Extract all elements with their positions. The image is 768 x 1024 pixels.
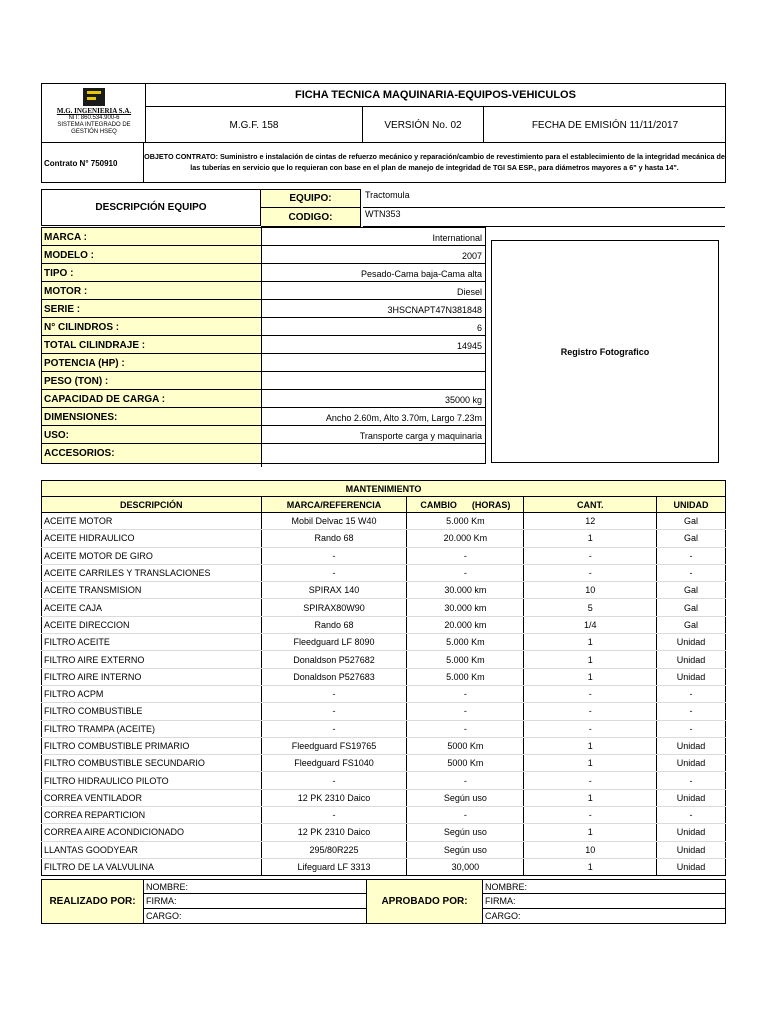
cell-marca: SPIRAX80W90 [261,599,407,616]
document-issue-date: FECHA DE EMISIÓN 11/11/2017 [531,119,679,131]
cell-descripcion: FILTRO COMBUSTIBLE SECUNDARIO [42,755,262,772]
cell-cambio: - [407,564,524,581]
spec-row-accesorios [41,443,486,464]
spec-label: USO: [44,430,69,441]
cell-unidad: Gal [657,530,726,547]
cell-descripcion: CORREA REPARTICION [42,807,262,824]
cell-descripcion: CORREA VENTILADOR [42,789,262,806]
company-name: M.G. INGENIERIA S.A. [56,107,132,115]
table-row [42,772,726,789]
spec-label: SERIE : [44,304,81,315]
cell-cambio: - [407,720,524,737]
cell-descripcion: FILTRO HIDRAULICO PILOTO [42,772,262,789]
equipment-section-label: DESCRIPCIÓN EQUIPO [41,189,261,226]
cell-cant: 1 [524,755,657,772]
realizado-nombre-field[interactable]: NOMBRE: [144,880,366,894]
cell-cant: - [524,685,657,702]
cell-cambio: Según uso [407,841,524,858]
spec-label: MOTOR : [44,286,88,297]
cell-unidad: Unidad [657,789,726,806]
cell-marca: Lifeguard LF 3313 [261,858,407,875]
spec-label: DIMENSIONES: [44,412,118,423]
realizado-firma-field[interactable]: FIRMA: [144,894,366,909]
realizado-cargo-field[interactable]: CARGO: [146,911,182,921]
cell-cant: - [524,772,657,789]
cell-unidad: Unidad [657,841,726,858]
codigo-value: WTN353 [363,209,725,227]
company-system: SISTEMA INTEGRADO DE GESTIÓN HSEQ [57,122,131,135]
table-row [42,720,726,737]
cell-cambio: 20.000 km [407,616,524,633]
col-header-descripcion: DESCRIPCIÓN [42,497,262,513]
company-logo [42,88,146,140]
table-row [42,737,726,754]
cell-descripcion: ACEITE CARRILES Y TRANSLACIONES [42,564,262,581]
table-row [42,651,726,668]
cell-cant: 1 [524,530,657,547]
cell-marca: - [261,772,407,789]
col-header-marca: MARCA/REFERENCIA [261,497,407,513]
cell-marca: 295/80R225 [261,841,407,858]
cell-marca: - [261,685,407,702]
table-row [42,755,726,772]
cell-unidad: Gal [657,513,726,530]
cell-marca: Rando 68 [261,530,407,547]
cell-descripcion: FILTRO ACPM [42,685,262,702]
cell-marca: Rando 68 [261,616,407,633]
aprobado-nombre-field[interactable]: NOMBRE: [483,880,725,894]
cell-marca: - [261,720,407,737]
spec-label: CAPACIDAD DE CARGA : [44,394,166,405]
cell-descripcion: ACEITE CAJA [42,599,262,616]
cell-cant: 1 [524,668,657,685]
cell-cambio: 5.000 Km [407,668,524,685]
cell-unidad: Unidad [657,651,726,668]
cell-descripcion: FILTRO AIRE INTERNO [42,668,262,685]
col-header-cambio: CAMBIO (HORAS) [407,497,524,513]
cell-cant: 12 [524,513,657,530]
cell-cambio: 5.000 Km [407,513,524,530]
cell-unidad: Unidad [657,858,726,875]
spec-value: 35000 kg [262,390,485,409]
cell-cambio: 30.000 km [407,582,524,599]
maintenance-title: MANTENIMIENTO [42,481,726,497]
table-row [42,616,726,633]
cell-unidad: Gal [657,616,726,633]
cell-cambio: 30.000 km [407,599,524,616]
table-row [42,547,726,564]
cell-descripcion: FILTRO DE LA VALVULINA [42,858,262,875]
cell-marca: Fleedguard FS19765 [261,737,407,754]
cell-descripcion: FILTRO TRAMPA (ACEITE) [42,720,262,737]
cell-cant: 1 [524,737,657,754]
cell-unidad: Unidad [657,668,726,685]
cell-marca: Mobil Delvac 15 W40 [261,513,407,530]
cell-marca: Donaldson P527683 [261,668,407,685]
specs-table [41,227,484,467]
cell-cant: - [524,703,657,720]
cell-cambio: - [407,547,524,564]
col-header-cant: CANT. [524,497,657,513]
cell-marca: 12 PK 2310 Daico [261,789,407,806]
cell-cant: - [524,564,657,581]
spec-value: Diesel [262,282,485,301]
cell-descripcion: LLANTAS GOODYEAR [42,841,262,858]
cell-unidad: Unidad [657,737,726,754]
document-code: M.G.F. 158 [229,119,279,131]
table-row [42,703,726,720]
cell-descripcion: ACEITE HIDRAULICO [42,530,262,547]
company-nit: NIT: 860.534.900-6 [68,115,120,121]
cell-descripcion: FILTRO COMBUSTIBLE PRIMARIO [42,737,262,754]
aprobado-cargo-field[interactable]: CARGO: [485,911,521,921]
table-row [42,824,726,841]
cell-cambio: - [407,703,524,720]
cell-unidad: - [657,564,726,581]
cell-marca: Donaldson P527682 [261,651,407,668]
col-header-unidad: UNIDAD [657,497,726,513]
table-row [42,858,726,875]
spec-value [262,444,485,463]
cell-unidad: - [657,772,726,789]
spec-value: 14945 [262,336,485,355]
table-row [42,668,726,685]
table-row [42,599,726,616]
cell-marca: Fleedguard LF 8090 [261,634,407,651]
cell-cambio: 30,000 [407,858,524,875]
cell-cant: 10 [524,841,657,858]
cell-marca: - [261,547,407,564]
document-title: FICHA TECNICA MAQUINARIA-EQUIPOS-VEHICULOS [145,83,726,107]
company-logo-icon [83,88,105,106]
spec-label: TIPO : [44,268,74,279]
contract-object: OBJETO CONTRATO: Suministro e instalación de cintas de refuerzo mecánico y reparación/cambio de revestimiento para el establecimiento de la integridad mecánica de las tuberías en servicio que lo requieran con base en el plan de manejo de integridad de TGI SA ESP., para diámetros mayores a 6" y hasta 14". [144,152,725,172]
spec-value: 2007 [262,246,485,265]
cell-marca: 12 PK 2310 Daico [261,824,407,841]
cell-unidad: Unidad [657,755,726,772]
cell-unidad: - [657,703,726,720]
maintenance-table [41,480,726,876]
aprobado-label: APROBADO POR: [381,896,468,907]
table-row [42,685,726,702]
cell-cambio: - [407,807,524,824]
table-row [42,789,726,806]
cell-cant: - [524,547,657,564]
cell-descripcion: ACEITE DIRECCION [42,616,262,633]
cell-descripcion: FILTRO ACEITE [42,634,262,651]
cell-cambio: 5000 Km [407,755,524,772]
cell-unidad: Unidad [657,824,726,841]
table-row [42,530,726,547]
cell-cambio: - [407,685,524,702]
spec-label: PESO (TON) : [44,376,109,387]
cell-unidad: - [657,807,726,824]
spec-label: ACCESORIOS: [44,448,115,459]
cell-marca: - [261,807,407,824]
spec-value: International [262,228,485,247]
cell-cambio: - [407,772,524,789]
table-row [42,807,726,824]
cell-unidad: - [657,720,726,737]
table-row [42,634,726,651]
cell-cant: 1 [524,858,657,875]
table-row [42,841,726,858]
cell-descripcion: ACEITE MOTOR DE GIRO [42,547,262,564]
photo-label: Registro Fotografico [560,346,650,357]
cell-marca: Fleedguard FS1040 [261,755,407,772]
cell-unidad: Unidad [657,634,726,651]
cell-unidad: - [657,547,726,564]
spec-label: N° CILINDROS : [44,322,120,333]
document-version: VERSIÓN No. 02 [384,119,462,131]
codigo-label: CODIGO: [261,208,361,227]
cell-descripcion: ACEITE TRANSMISION [42,582,262,599]
cell-descripcion: FILTRO AIRE EXTERNO [42,651,262,668]
spec-value: Transporte carga y maquinaria [262,426,485,445]
cell-unidad: Gal [657,599,726,616]
cell-descripcion: FILTRO COMBUSTIBLE [42,703,262,720]
cell-cambio: Según uso [407,824,524,841]
cell-unidad: Gal [657,582,726,599]
cell-marca: - [261,564,407,581]
cell-cant: 1 [524,824,657,841]
realizado-label: REALIZADO POR: [49,896,136,907]
spec-label: MODELO : [44,250,94,261]
cell-cambio: 5000 Km [407,737,524,754]
cell-cant: 5 [524,599,657,616]
table-row [42,582,726,599]
cell-cant: - [524,807,657,824]
spec-label: MARCA : [44,232,87,243]
spec-label: POTENCIA (HP) : [44,358,125,369]
spec-value: Pesado-Cama baja-Cama alta [262,264,485,283]
spec-value: Ancho 2.60m, Alto 3.70m, Largo 7.23m [262,408,485,427]
spec-label: TOTAL CILINDRAJE : [44,340,146,351]
spec-value: 6 [262,318,485,337]
spec-value: 3HSCNAPT47N381848 [262,300,485,319]
cell-cant: 1/4 [524,616,657,633]
cell-marca: - [261,703,407,720]
table-row [42,564,726,581]
equipo-label: EQUIPO: [261,189,361,208]
aprobado-firma-field[interactable]: FIRMA: [483,894,725,909]
cell-descripcion: CORREA AIRE ACONDICIONADO [42,824,262,841]
cell-cant: 1 [524,789,657,806]
cell-cambio: 20.000 Km [407,530,524,547]
cell-cant: 1 [524,634,657,651]
photo-box[interactable] [491,240,719,463]
cell-cambio: Según uso [407,789,524,806]
equipo-value: Tractomula [363,190,725,208]
cell-cant: 10 [524,582,657,599]
contract-number: Contrato N° 750910 [44,158,118,168]
cell-cambio: 5.000 Km [407,651,524,668]
cell-marca: SPIRAX 140 [261,582,407,599]
cell-cant: 1 [524,651,657,668]
cell-cambio: 5.000 Km [407,634,524,651]
cell-cant: - [524,720,657,737]
cell-descripcion: ACEITE MOTOR [42,513,262,530]
table-row [42,513,726,530]
cell-unidad: - [657,685,726,702]
